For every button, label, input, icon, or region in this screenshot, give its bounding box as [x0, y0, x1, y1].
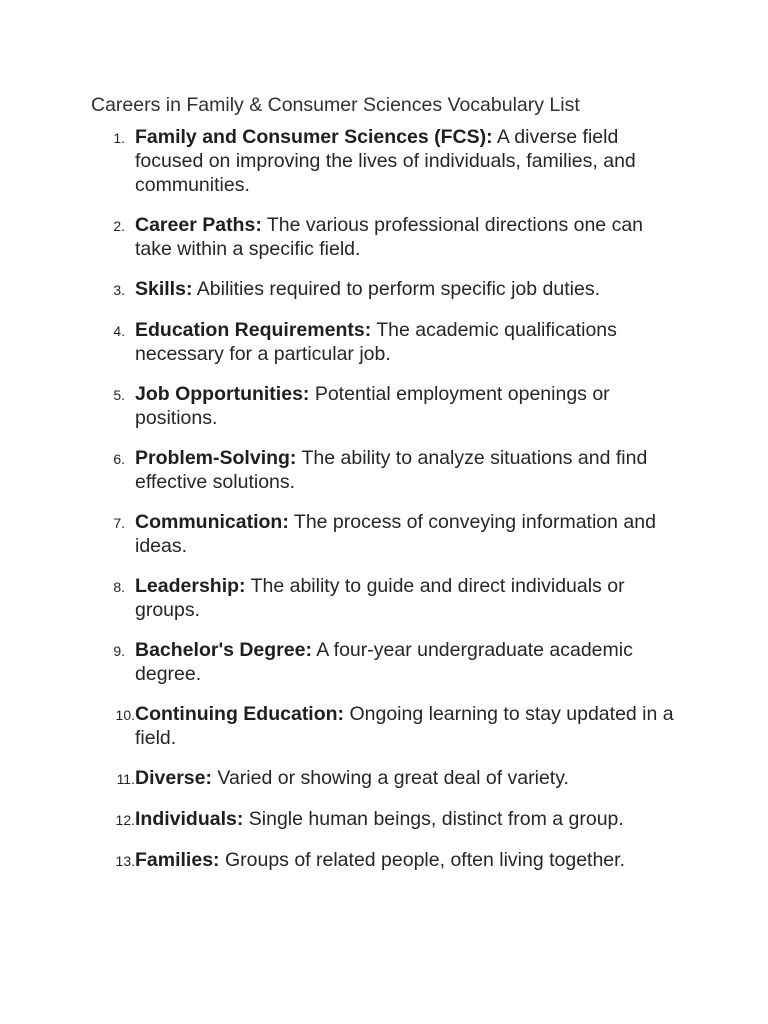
item-term: Families: [135, 849, 220, 871]
item-term: Family and Consumer Sciences (FCS): [135, 126, 493, 148]
item-definition: Potential employment openings or positions. [135, 383, 610, 429]
item-text [135, 213, 681, 261]
item-definition: The ability to analyze situations and find effective solutions. [135, 447, 648, 493]
item-text [135, 638, 681, 686]
item-term: Individuals: [135, 808, 244, 830]
list-item [91, 213, 681, 261]
item-number: 12. [115, 812, 135, 828]
item-number: 13. [115, 853, 135, 869]
item-number: 7. [113, 515, 125, 531]
item-number: 10. [115, 707, 135, 723]
list-item [91, 382, 681, 430]
list-item [91, 807, 681, 832]
list-item [91, 125, 681, 197]
item-text [135, 125, 681, 197]
item-text [135, 318, 681, 366]
item-text [135, 510, 681, 558]
item-number: 4. [113, 323, 125, 339]
item-number: 8. [113, 579, 125, 595]
list-item [91, 638, 681, 686]
item-text [135, 382, 681, 430]
list-item [91, 510, 681, 558]
item-number: 9. [113, 643, 125, 659]
item-definition: The ability to guide and direct individuals or groups. [135, 575, 625, 621]
item-text [135, 446, 681, 494]
list-item [91, 318, 681, 366]
item-number: 11. [116, 771, 135, 787]
item-definition: Groups of related people, often living together. [219, 849, 625, 871]
item-term: Career Paths: [135, 214, 262, 236]
item-text [135, 766, 681, 790]
item-term: Job Opportunities: [135, 383, 310, 405]
list-item [91, 848, 681, 873]
item-term: Bachelor's Degree: [135, 639, 312, 661]
vocabulary-list [91, 125, 681, 889]
item-term: Continuing Education: [135, 703, 345, 725]
item-number: 2. [113, 218, 125, 234]
item-definition: The academic qualifications necessary for a particular job. [135, 319, 617, 365]
item-term: Skills: [135, 278, 193, 300]
item-definition: The various professional directions one can take within a specific field. [135, 214, 644, 260]
item-definition: A diverse field focused on improving the lives of individuals, families, and communities. [135, 126, 636, 196]
list-item [91, 702, 681, 750]
item-definition: A four-year undergraduate academic degree. [135, 639, 633, 685]
document-title: Careers in Family & Consumer Sciences Vocabulary List [91, 94, 580, 116]
list-item [91, 446, 681, 494]
item-definition: Varied or showing a great deal of variety. [211, 767, 569, 789]
list-item [91, 574, 681, 622]
item-text [135, 807, 681, 831]
item-definition: Single human beings, distinct from a group. [243, 808, 624, 830]
list-item [91, 766, 681, 791]
list-item [91, 277, 681, 302]
item-number: 6. [113, 451, 125, 467]
item-text [135, 574, 681, 622]
item-text [135, 277, 681, 301]
item-number: 3. [113, 282, 125, 298]
item-term: Communication: [135, 511, 289, 533]
item-number: 1. [113, 130, 125, 146]
item-text [135, 702, 681, 750]
item-definition: Ongoing learning to stay updated in a field. [135, 703, 674, 749]
item-text [135, 848, 681, 872]
item-term: Diverse: [135, 767, 212, 789]
item-term: Leadership: [135, 575, 246, 597]
item-term: Education Requirements: [135, 319, 372, 341]
item-term: Problem-Solving: [135, 447, 297, 469]
item-definition: The process of conveying information and ideas. [135, 511, 656, 557]
item-number: 5. [113, 387, 125, 403]
item-definition: Abilities required to perform specific job duties. [192, 278, 600, 300]
